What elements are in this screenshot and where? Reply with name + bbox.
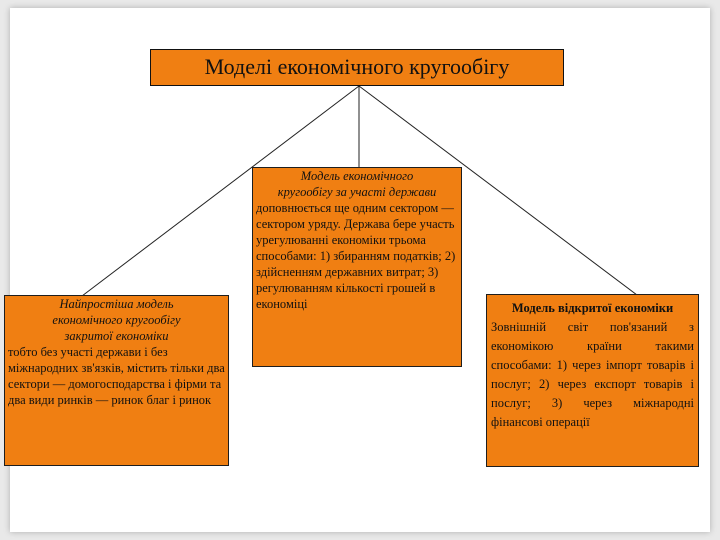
- open-economy-body: Зовнішній світ пов'язаний з економікою країни такими способами: 1) через імпорт товарів і послуг; 2) через експорт товарів і послуг; 3) через міжнародні фінансові операції: [491, 320, 694, 429]
- government-model-heading-line1: Модель економічного: [300, 169, 414, 183]
- closed-economy-model-box: [4, 295, 229, 466]
- government-model-body: доповнюється ще одним сектором — сектором уряду. Держава бере участь урегулюванні економіки трьома способами: 1) збиранням податків; 2) здійсненням державних витрат; 3) регулюванням кількості грошей в економіці: [256, 201, 456, 311]
- open-economy-model-box: [486, 294, 699, 467]
- closed-economy-body: тобто без участі держави і без міжнародних зв'язків, містить тільки два сектори — домогосподарства і фірми та два види ринків — ринок благ і ринок: [8, 345, 225, 407]
- government-model-box: [252, 167, 462, 367]
- closed-economy-heading-line1: Найпростіша модель: [59, 297, 174, 311]
- closed-economy-heading-line2: економічного кругообігу: [52, 313, 181, 327]
- open-economy-heading: Модель відкритої економіки: [511, 301, 674, 315]
- closed-economy-heading-line3: закритої економіки: [64, 329, 169, 343]
- government-model-heading-line2: кругообігу за участі держави: [277, 185, 437, 199]
- diagram-title: Моделі економічного кругообігу: [150, 49, 564, 86]
